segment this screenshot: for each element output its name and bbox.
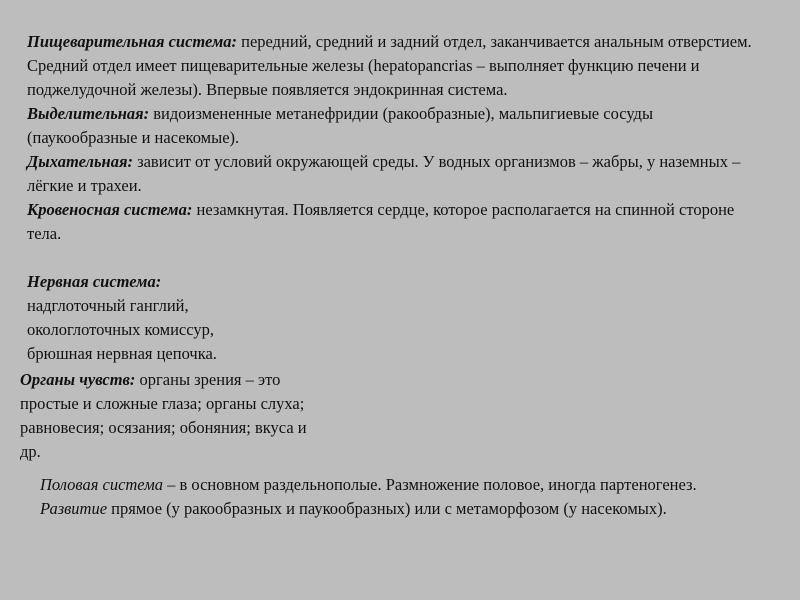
nervous-block [27,270,327,366]
nervous-line: надглоточный ганглий, [27,296,189,315]
digestive-text: передний, средний и задний отдел, заканчивается анальным отверстием. Средний отдел имеет пищеварительные железы (hepatopancrias – выполняет функцию печени и поджелудочной железы). Впервые появляется эндокринная система. [27,32,752,99]
circulatory-paragraph [27,198,767,246]
circulatory-text: незамкнутая. Появляется сердце, которое располагается на спинной стороне тела. [27,200,735,243]
reproductive-text: – в основном раздельнополые. Размножение половое, иногда партеногенез. [163,475,697,494]
circulatory-title: Кровеносная система: [27,200,193,219]
respiratory-title: Дыхательная: [27,152,133,171]
main-text-block [27,30,767,246]
digestive-title: Пищеварительная система: [27,32,237,51]
development-title: Развитие [40,499,108,518]
senses-paragraph [20,368,310,464]
excretory-title: Выделительная: [27,104,150,123]
senses-text: органы зрения – это простые и сложные глаза; органы слуха; равновесия; осязания; обоняния; вкуса и др. [20,370,307,461]
nervous-line: брюшная нервная цепочка. [27,344,217,363]
excretory-text: видоизмененные метанефридии (ракообразные), мальпигиевые сосуды (паукообразные и насекомые). [27,104,654,147]
excretory-paragraph [27,102,767,150]
reproductive-title: Половая система [40,475,164,494]
respiratory-paragraph [27,150,767,198]
respiratory-text: зависит от условий окружающей среды. У водных организмов – жабры, у наземных – лёгкие и трахеи. [27,152,741,195]
reproductive-paragraph [40,473,740,497]
senses-title: Органы чувств: [20,370,136,389]
nervous-line: окологлоточных комиссур, [27,320,214,339]
development-text: прямое (у ракообразных и паукообразных) или с метаморфозом (у насекомых). [107,499,667,518]
reproduction-block [40,473,740,521]
development-paragraph [40,497,740,521]
nervous-title: Нервная система: [27,272,162,291]
digestive-paragraph [27,30,767,102]
senses-block [20,368,310,464]
